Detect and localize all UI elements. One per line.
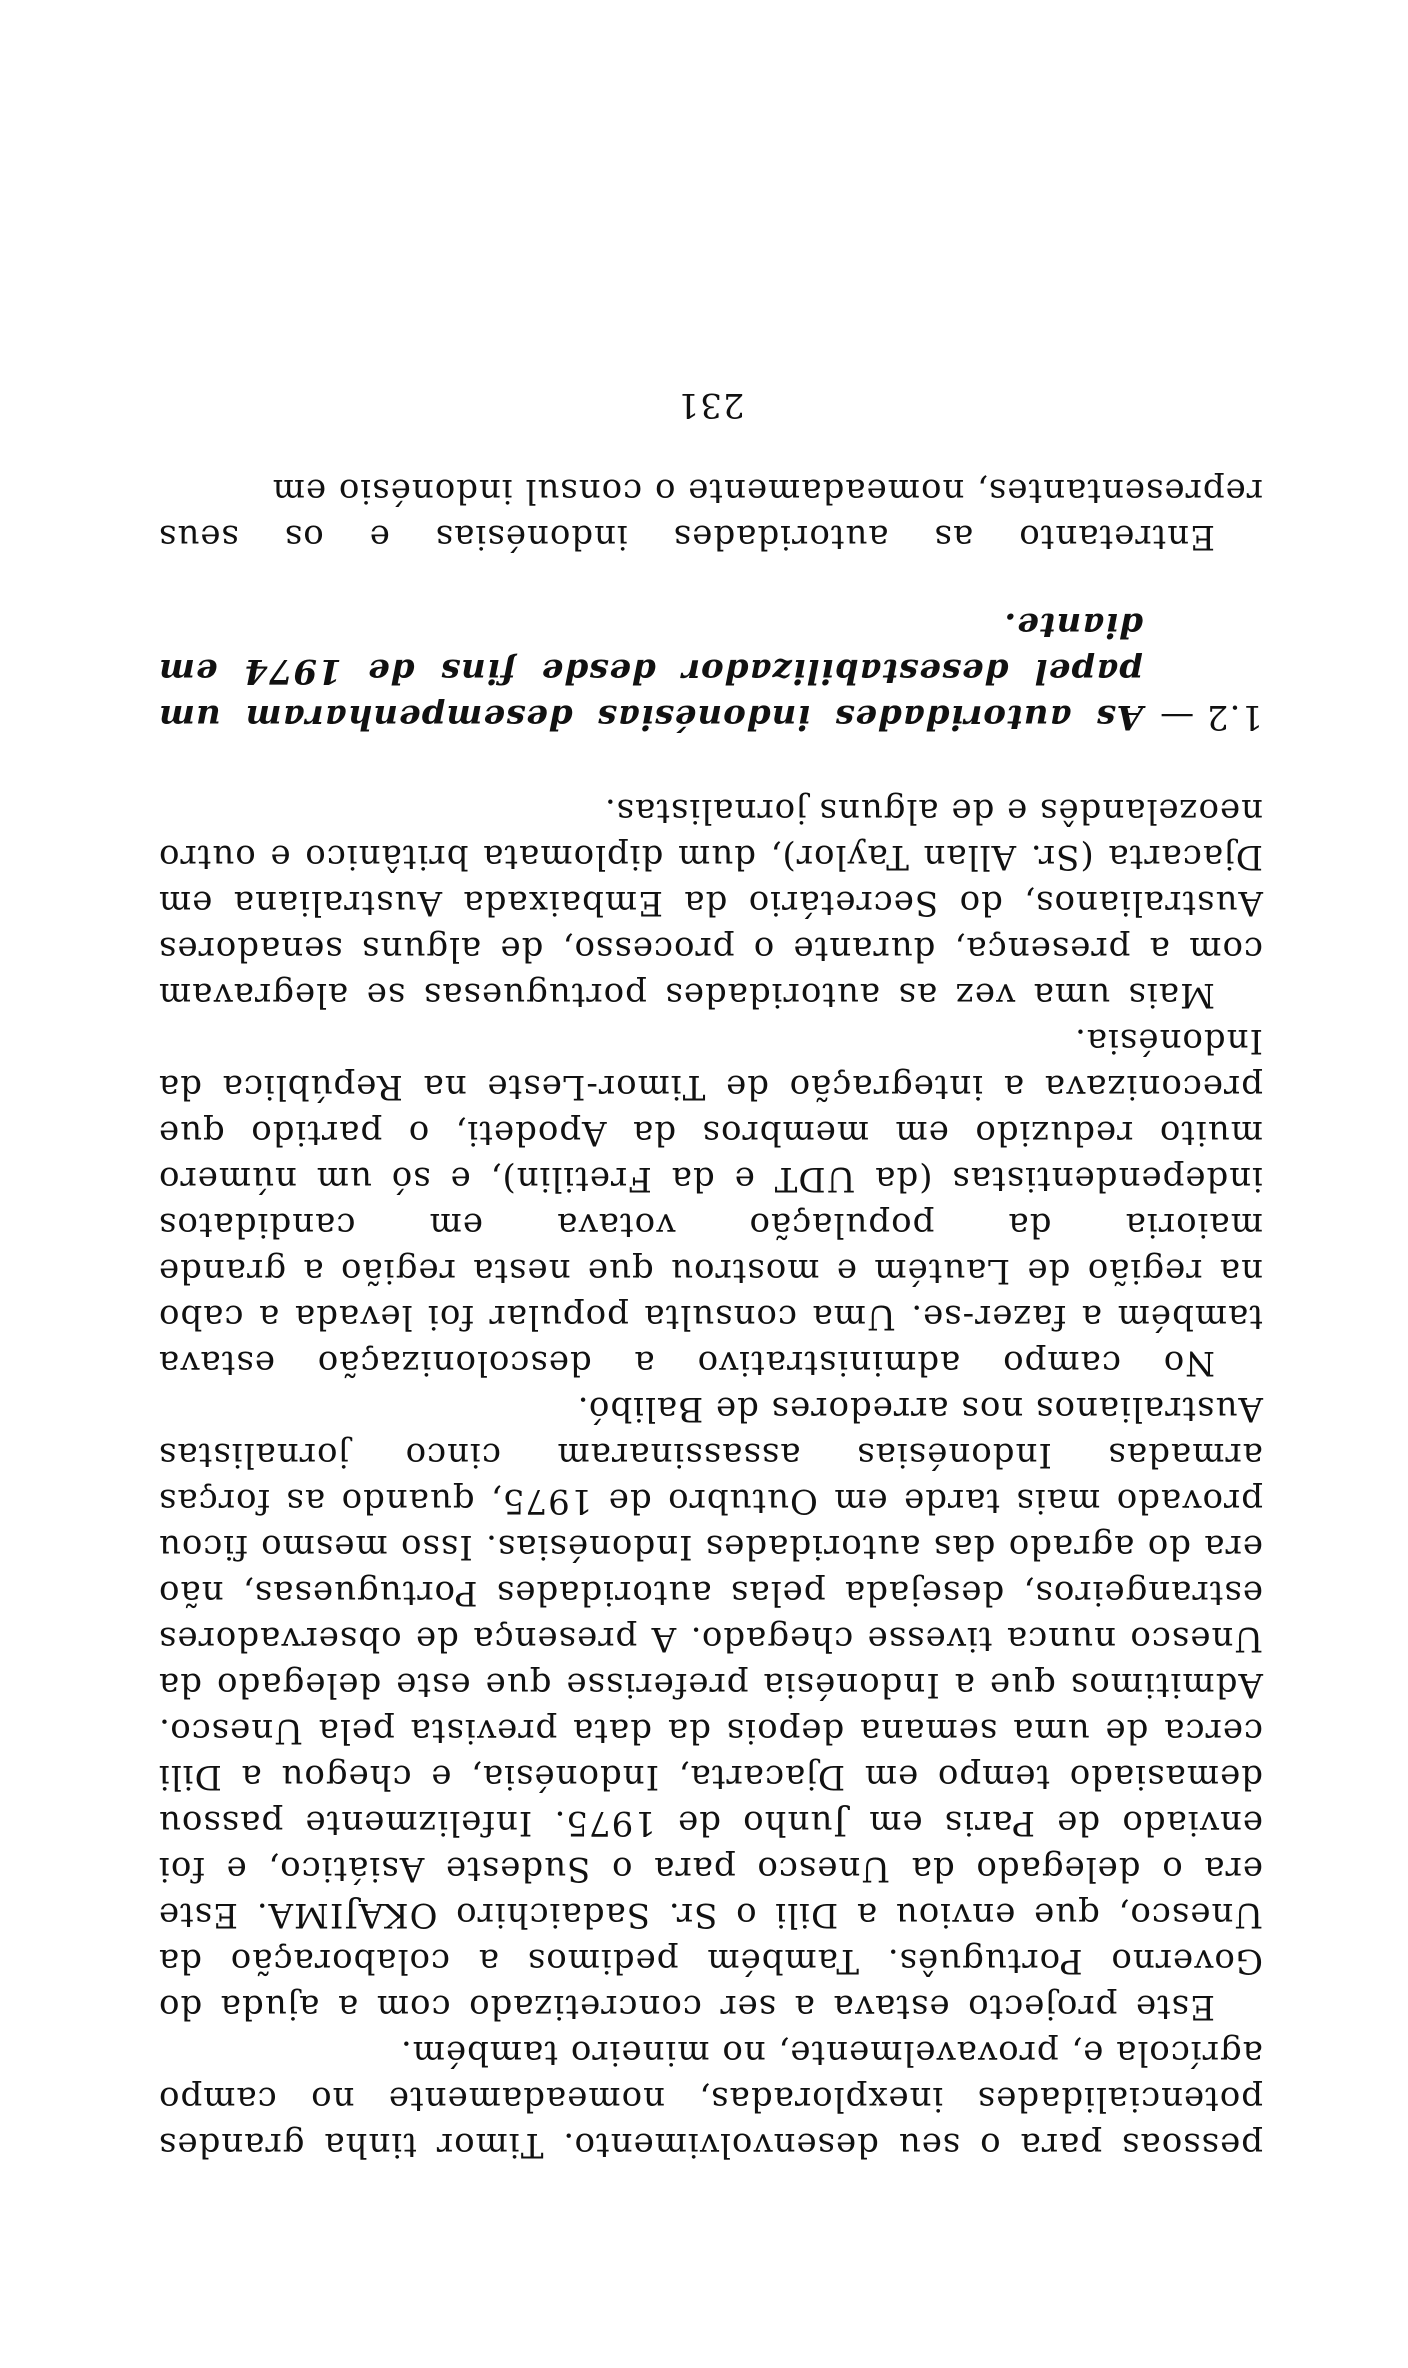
page-content bbox=[158, 382, 1263, 2168]
paragraph-unesco-project: Este projecto estava a ser concretizado com a ajuda do Governo Português. Também pedimos a colaboração da Unesco, que enviou a Dili o Sr. Sadaichiro OKAJIMA. Este era o delegado da Unesco para o Sudeste Asiático, e foi enviado de Paris em Junho de 1975. Infelizmente passou demasiado tempo em Djacarta, Indonésia, e chegou a Dili cerca de uma semana depois da data prevista pela Unesco. Admitimos que a Indonésia preferisse que este delegado da Unesco nunca tivesse chegado. A presença de observadores estrangeiros, desejada pelas autoridades Portuguesas, não era do agrado das autoridades Indonésias. Isso mesmo ficou provado mais tarde em Outubro de 1975, quando as forças armadas Indonésias assassinaram cinco jornalistas Australianos nos arredores de Balibó. bbox=[158, 1389, 1263, 2027]
section-heading bbox=[158, 602, 1263, 740]
section-title: As autoridades indonésias desempenharam um papel desestabilizador desde fins de 1974 em diante. bbox=[158, 605, 1143, 737]
page-number: 231 bbox=[676, 385, 745, 425]
paragraph-indonesian-authorities: Entretanto as autoridades indonésias e os seus representantes, nomeadamente o consul indonésio em bbox=[158, 471, 1263, 557]
paragraph-administrative-campaign: No campo administrativo a descolonização estava também a fazer-se. Uma consulta popular foi levada a cabo na região de Lautém e mostrou que nesta região a grande maioria da população votava em candidatos independentistas (da UDT e da Fretilin), e só um número muito reduzido em membros da Apodeti, o partido que preconizava a integração de Timor-Leste na República da Indonésia. bbox=[158, 1021, 1263, 1383]
paragraph-continuation: pessoas para o seu desenvolvimento. Timor tinha grandes potencialidades inexploradas, nomeadamente no campo agrícola e, provavelmente, no mineiro também. bbox=[158, 2033, 1263, 2165]
paragraph-observers: Mais uma vez as autoridades portuguesas se alegravam com a presença, durante o processo, de alguns senadores Australianos, do Secretário da Embaixada Australiana em Djacarta (Sr. Allan Taylor), dum diplomata britânico e outro neozelandês e de alguns jornalistas. bbox=[158, 791, 1263, 1015]
section-number: 1.2 — bbox=[1159, 697, 1263, 737]
